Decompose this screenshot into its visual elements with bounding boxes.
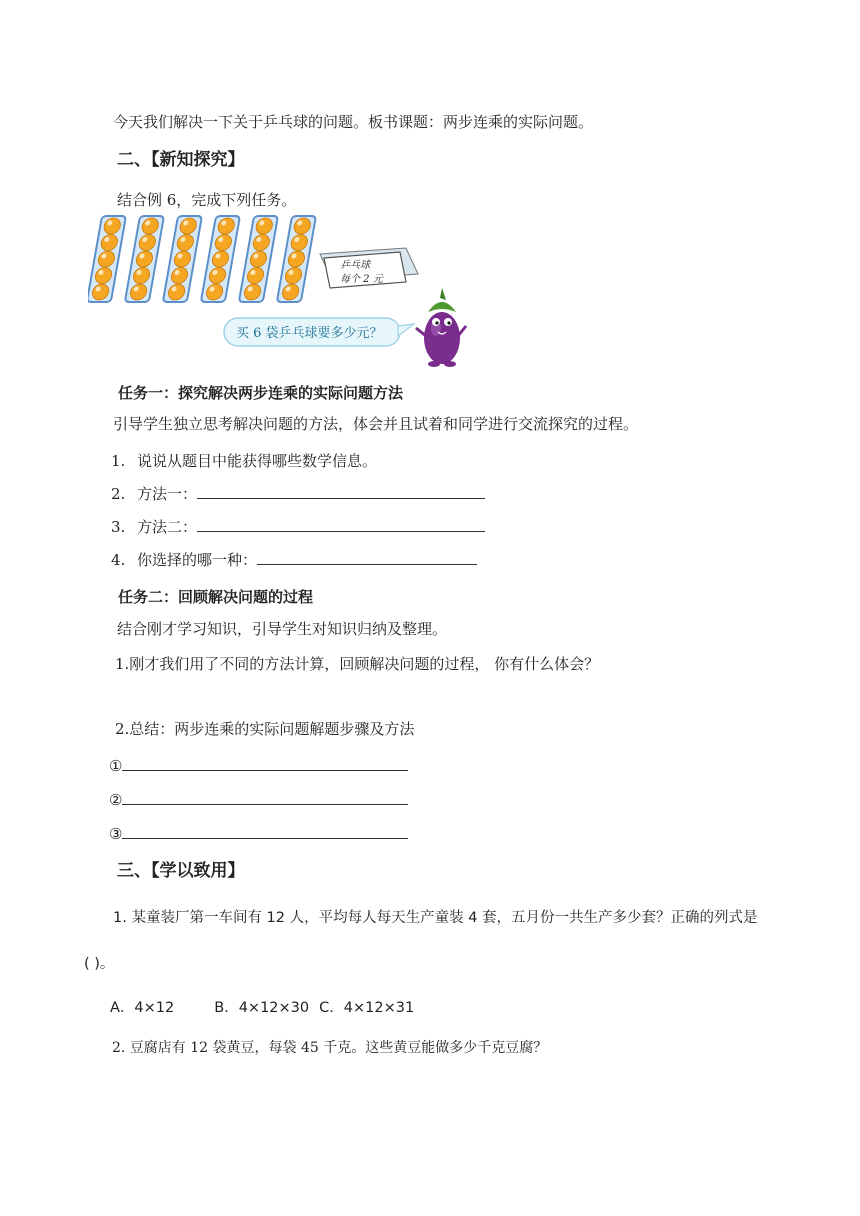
- ball-bag: [277, 216, 316, 302]
- intro-text: 今天我们解决一下关于乒乓球的问题。板书课题：两步连乘的实际问题。: [113, 113, 594, 131]
- option-b: B．4×12×30: [214, 1000, 310, 1016]
- exercise1-line1: 1. 某童装厂第一车间有 12 人，平均每人每天生产童装 4 套，五月份一共生产多少套？正确的列式是: [113, 910, 758, 926]
- step2-answer-line[interactable]: [122, 790, 408, 805]
- exercise1-options: [110, 998, 414, 1018]
- ball-bag: [88, 216, 126, 302]
- sign-line1: 乒乓球: [340, 260, 370, 271]
- task1-title: 任务一：探究解决两步连乘的实际问题方法: [118, 384, 404, 402]
- task2-question-2: 2.总结：两步连乘的实际问题解题步骤及方法: [115, 720, 415, 738]
- method1-answer-line[interactable]: [197, 484, 485, 499]
- exercise1-line2: ( )。: [84, 956, 115, 972]
- task2-desc: 结合刚才学习知识，引导学生对知识归纳及整理。: [117, 620, 448, 638]
- task1-item-3: [111, 517, 485, 537]
- step1-answer-line[interactable]: [122, 756, 408, 771]
- eggplant-mascot-icon: [416, 288, 466, 367]
- summary-step-3: [109, 824, 408, 844]
- task1-item-1: [111, 451, 377, 471]
- task2-question-1: 1.刚才我们用了不同的方法计算，回顾解决问题的过程， 你有什么体会？: [115, 655, 600, 673]
- section-title-apply: 三、【学以致用】: [117, 861, 245, 881]
- task2-title: 任务二：回顾解决问题的过程: [118, 588, 314, 606]
- ball-bag: [125, 216, 164, 302]
- item-text: 方法二：: [137, 518, 198, 536]
- task1-item-4: [111, 550, 477, 570]
- summary-step-1: [109, 756, 408, 776]
- price-sign: [320, 248, 418, 288]
- circle-number: ②: [109, 791, 123, 809]
- circle-number: ①: [109, 757, 123, 775]
- section-title-explore: 二、【新知探究】: [117, 150, 245, 170]
- method2-answer-line[interactable]: [197, 517, 485, 532]
- sign-line2: 每个 2 元: [340, 274, 383, 285]
- item-text: 方法一：: [137, 485, 198, 503]
- item-text: 说说从题目中能获得哪些数学信息。: [137, 452, 378, 470]
- summary-step-2: [109, 790, 408, 810]
- ball-bag: [163, 216, 202, 302]
- item-number: 4.: [111, 551, 126, 569]
- example-intro: 结合例 6，完成下列任务。: [117, 191, 297, 209]
- choice-answer-line[interactable]: [257, 550, 477, 565]
- step3-answer-line[interactable]: [122, 824, 408, 839]
- ball-bag: [201, 216, 240, 302]
- option-a: A．4×12: [110, 1000, 175, 1016]
- ball-bag: [239, 216, 278, 302]
- ball-bags: [88, 216, 316, 302]
- item-text: 你选择的哪一种：: [137, 551, 258, 569]
- task1-desc: 引导学生独立思考解决问题的方法，体会并且试着和同学进行交流探究的过程。: [113, 415, 639, 433]
- task1-item-2: [111, 484, 485, 504]
- item-number: 1.: [111, 452, 126, 470]
- question-bubble: [224, 318, 414, 346]
- bubble-text: 买 6 袋乒乓球要多少元？: [236, 326, 383, 341]
- option-c: C．4×12×31: [319, 1000, 415, 1016]
- item-number: 3.: [111, 518, 126, 536]
- exercise2-text: 2. 豆腐店有 12 袋黄豆，每袋 45 千克。这些黄豆能做多少千克豆腐？: [112, 1040, 548, 1056]
- item-number: 2.: [111, 485, 126, 503]
- ping-pong-figure: [88, 208, 488, 368]
- circle-number: ③: [109, 825, 123, 843]
